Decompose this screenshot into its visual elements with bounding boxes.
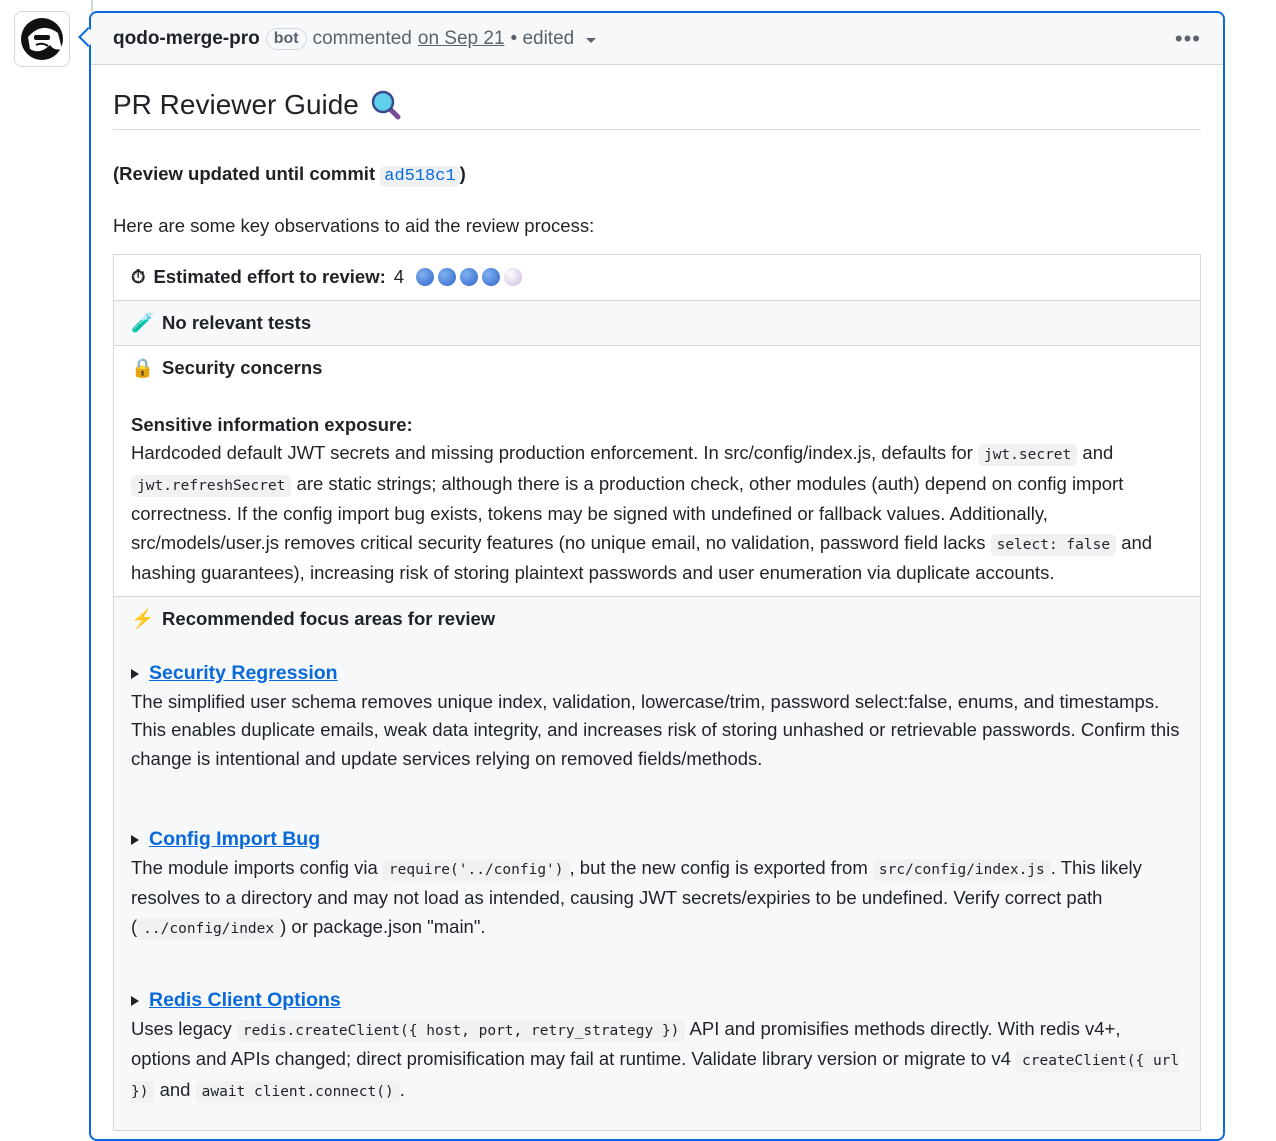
focus-item-link[interactable]: Security Regression — [149, 662, 338, 684]
code: require('../config') — [383, 859, 570, 881]
tests-label: No relevant tests — [162, 311, 312, 333]
focus-item-text — [131, 1015, 1183, 1107]
text: are static strings; although there is a production check, other modules (auth) depend on config import correctness. If the config import bug exists, tokens may be signed with undefined or fallback values. Additionally, src/models/user.js removes critical security features (no unique email, no validation, password field lacks — [131, 472, 1124, 553]
focus-item — [131, 659, 1183, 773]
comment-card — [89, 11, 1225, 1141]
date-link[interactable]: on Sep 21 — [417, 27, 505, 49]
chevron-down-icon[interactable] — [586, 38, 596, 43]
tests-row — [114, 300, 1201, 346]
text: . This likely resolves to a directory and may not load as intended, causing JWT secrets/expiries to be undefined. Verify correct path ( — [131, 856, 1142, 937]
lock-icon: 🔒 — [131, 357, 155, 378]
code: redis.createClient({ host, port, retry_strategy }) — [237, 1020, 686, 1042]
edited-dropdown[interactable]: • edited — [510, 27, 575, 49]
effort-label: Estimated effort to review: — [153, 266, 386, 287]
intro-text: Here are some key observations to aid the review process: — [113, 214, 595, 236]
page-title — [113, 89, 1201, 130]
updated-suffix: ) — [459, 163, 466, 184]
text: ) or package.json "main". — [280, 915, 486, 937]
effort-ball-filled — [460, 268, 478, 286]
text: Uses legacy — [131, 1017, 237, 1039]
code: select: false — [991, 534, 1117, 556]
focus-title: Recommended focus areas for review — [162, 607, 496, 629]
focus-item-text: The simplified user schema removes unique index, validation, lowercase/trim, password select:false, enums, and timestamps. This enables duplicate emails, weak data integrity, and increases risk of storing unhashed or retrievable passwords. Confirm this change is intentional and update services relying on removed fields/methods. — [131, 690, 1180, 769]
effort-ball-filled — [416, 268, 434, 286]
stopwatch-icon: ⏱ — [131, 266, 146, 287]
code: jwt.refreshSecret — [131, 475, 291, 497]
magnifier-icon — [371, 90, 401, 120]
security-row — [114, 346, 1201, 597]
effort-row — [114, 255, 1201, 301]
focus-item — [131, 825, 1183, 943]
expand-triangle-icon[interactable] — [131, 996, 139, 1006]
expand-triangle-icon[interactable] — [131, 669, 139, 679]
more-options-button[interactable]: ••• — [1174, 25, 1201, 51]
commit-link[interactable]: ad518c1 — [380, 166, 459, 187]
text: The module imports config via — [131, 856, 383, 878]
timeline-line — [91, 0, 93, 12]
focus-item — [131, 986, 1183, 1106]
author-link[interactable]: qodo-merge-pro — [113, 27, 260, 49]
security-title: Security concerns — [162, 357, 323, 378]
text: Hardcoded default JWT secrets and missing production enforcement. In src/config/index.js, defaults for — [131, 442, 978, 463]
text: , but the new config is exported from — [569, 856, 873, 878]
effort-ball-filled — [482, 268, 500, 286]
expand-triangle-icon[interactable] — [131, 835, 139, 845]
code: jwt.secret — [978, 444, 1077, 466]
code: createClient({ url }) — [131, 1050, 1179, 1103]
title-text: PR Reviewer Guide — [113, 89, 359, 120]
code: await client.connect() — [196, 1081, 400, 1103]
effort-balls — [412, 263, 522, 292]
effort-ball-filled — [438, 268, 456, 286]
text: and hashing guarantees), increasing risk of storing plaintext passwords and user enumeration via duplicate accounts. — [131, 531, 1153, 583]
review-table — [113, 254, 1201, 1131]
security-text — [131, 439, 1183, 588]
updated-line — [113, 160, 1201, 192]
code: ../config/index — [137, 918, 280, 940]
focus-item-text — [131, 854, 1183, 944]
text: API and promisifies methods directly. With redis v4+, options and APIs changed; direct promisification may fail at runtime. Validate library version or migrate to v4 — [131, 1017, 1121, 1069]
text: . — [399, 1078, 405, 1100]
action-text: commented — [312, 27, 412, 49]
code: src/config/index.js — [873, 859, 1051, 881]
text: and — [154, 1078, 196, 1100]
avatar[interactable] — [14, 11, 70, 67]
test-tube-icon: 🧪 — [131, 311, 155, 333]
lightning-icon: ⚡ — [131, 607, 155, 629]
comment-header — [91, 13, 1223, 65]
bot-badge: bot — [266, 28, 307, 50]
effort-value: 4 — [393, 266, 405, 287]
focus-row — [114, 596, 1201, 1131]
updated-prefix: (Review updated until commit — [113, 163, 376, 184]
text: and — [1077, 442, 1114, 463]
badger-logo-icon — [18, 15, 66, 63]
focus-item-link[interactable]: Redis Client Options — [149, 989, 341, 1011]
security-subtitle: Sensitive information exposure: — [131, 413, 413, 435]
effort-ball-empty — [504, 268, 522, 286]
focus-item-link[interactable]: Config Import Bug — [149, 828, 321, 850]
